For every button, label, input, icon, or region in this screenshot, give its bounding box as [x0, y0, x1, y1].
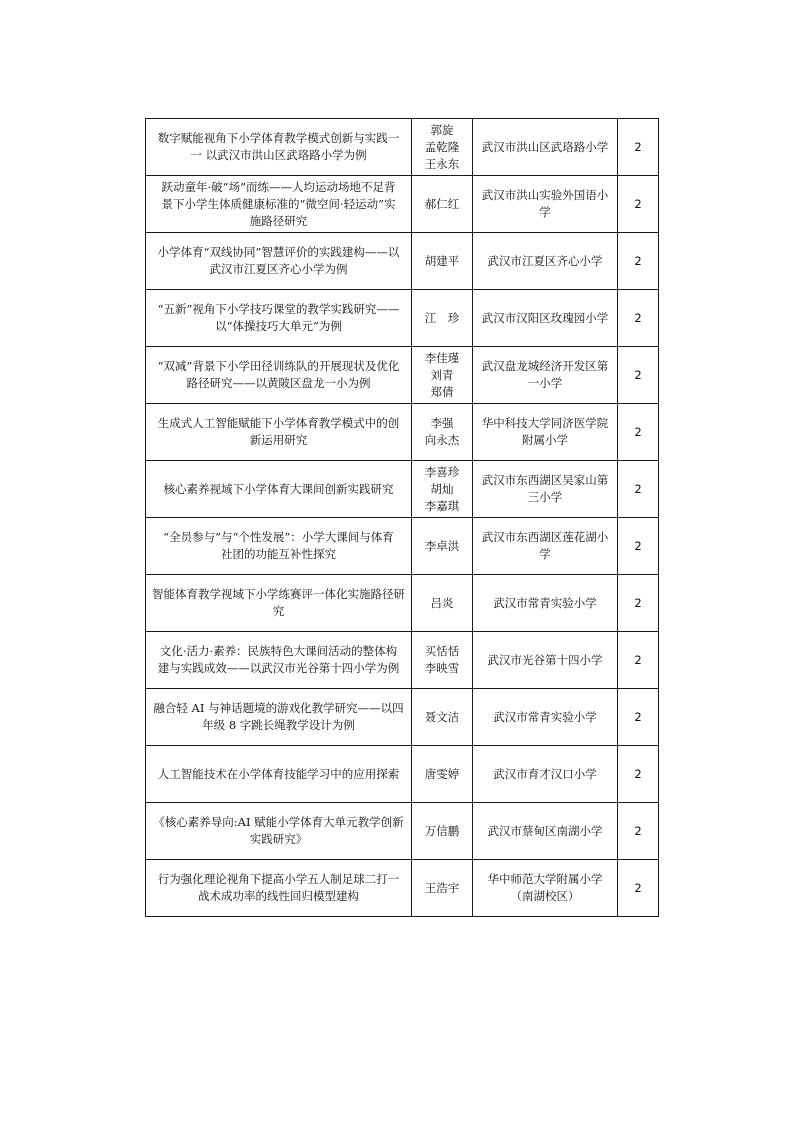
author-line: 郝仁红	[424, 196, 460, 211]
school-cell	[473, 233, 618, 290]
school-line: 武汉市常青实验小学	[493, 709, 597, 724]
author-cell	[412, 689, 473, 746]
school-line: 武汉市洪山实验外国语小	[481, 188, 609, 202]
table-row	[146, 119, 659, 176]
author-line: 李喜珍	[424, 464, 460, 479]
author-line: 聂文洁	[424, 709, 460, 724]
paper-title-line: 以“体操技巧大单元”为例	[215, 319, 342, 333]
table-row	[146, 860, 659, 917]
school-cell	[473, 290, 618, 347]
paper-title-line: “双减”背景下小学田径训练队的开展现状及优化	[157, 359, 400, 373]
table-row	[146, 290, 659, 347]
author-line: 万信鹏	[424, 823, 460, 838]
paper-title-line: 人工智能技术在小学体育技能学习中的应用探索	[157, 766, 400, 781]
author-line: 向永杰	[424, 433, 460, 447]
author-cell	[412, 518, 473, 575]
author-line: 孟乾隆	[424, 139, 460, 154]
paper-title-line: 一 以武汉市洪山区武珞路小学为例	[190, 148, 367, 162]
table-row	[146, 461, 659, 518]
paper-title-cell	[146, 860, 412, 917]
table-row	[146, 575, 659, 632]
author-line: 吕炎	[430, 595, 454, 610]
author-cell	[412, 632, 473, 689]
school-line: 一小学	[527, 376, 563, 390]
author-line: 郭旋	[430, 122, 454, 137]
author-line: 买恬恬	[424, 644, 460, 658]
school-cell	[473, 119, 618, 176]
paper-title-cell	[146, 575, 412, 632]
table-row	[146, 176, 659, 233]
count-cell: 2	[618, 347, 659, 404]
count-cell: 2	[618, 689, 659, 746]
awards-table-body	[146, 119, 659, 917]
author-line: 郑倩	[430, 384, 454, 399]
author-line: 王永东	[424, 156, 460, 171]
school-line: 华中科技大学同济医学院	[481, 416, 609, 430]
author-cell	[412, 233, 473, 290]
school-line: 武汉市汉阳区玫瑰园小学	[481, 310, 609, 325]
paper-title-cell	[146, 404, 412, 461]
school-cell	[473, 860, 618, 917]
paper-title-line: 融合轻 AI 与神话题境的游戏化教学研究——以四	[153, 701, 404, 715]
author-line: 江 珍	[424, 310, 460, 325]
count-cell: 2	[618, 860, 659, 917]
paper-title-cell	[146, 233, 412, 290]
author-line: 王浩宇	[424, 880, 460, 895]
author-cell	[412, 746, 473, 803]
paper-title-cell	[146, 803, 412, 860]
school-cell	[473, 176, 618, 233]
paper-title-cell	[146, 746, 412, 803]
paper-title-cell	[146, 347, 412, 404]
count-cell: 2	[618, 119, 659, 176]
school-cell	[473, 575, 618, 632]
school-line: 武汉市光谷第十四小学	[487, 652, 603, 667]
table-row	[146, 632, 659, 689]
school-line: 武汉市洪山区武珞路小学	[481, 139, 609, 154]
school-line: 武汉市常青实验小学	[493, 595, 597, 610]
paper-title-line: 生成式人工智能赋能下小学体育教学模式中的创	[157, 416, 400, 430]
paper-title-line: “五新”视角下小学技巧课堂的教学实践研究——	[157, 302, 400, 316]
school-cell	[473, 803, 618, 860]
paper-title-line: 社团的功能互补性探究	[221, 547, 336, 561]
author-line: 李嘉琪	[424, 498, 460, 513]
paper-title-cell	[146, 689, 412, 746]
table-row	[146, 404, 659, 461]
count-cell: 2	[618, 518, 659, 575]
paper-title-line: 行为强化理论视角下提高小学五人制足球二打一	[157, 872, 400, 886]
paper-title-line: 跃动童年·破“场”而练——人均运动场地不足背	[161, 179, 396, 194]
author-cell	[412, 176, 473, 233]
school-line: 武汉盘龙城经济开发区第	[481, 359, 609, 373]
school-line: 三小学	[527, 490, 563, 504]
paper-title-line: 小学体育“双线协同”智慧评价的实践建构——以	[157, 245, 400, 259]
paper-title-line: 实践研究》	[249, 832, 308, 846]
paper-title-cell	[146, 461, 412, 518]
paper-title-cell	[146, 290, 412, 347]
school-cell	[473, 689, 618, 746]
paper-title-line: 施路径研究	[249, 213, 308, 228]
paper-title-line: 文化·活力·素养：民族特色大课间活动的整体构	[159, 644, 398, 658]
school-line: 学	[539, 205, 551, 219]
author-line: 李卓洪	[424, 538, 460, 553]
paper-title-line: 路径研究——以黄陂区盘龙一小为例	[186, 376, 371, 390]
table-row	[146, 347, 659, 404]
count-cell: 2	[618, 803, 659, 860]
paper-title-line: 智能体育教学视域下小学练赛评一体化实施路径研	[152, 587, 405, 601]
author-cell	[412, 290, 473, 347]
school-cell	[473, 347, 618, 404]
table-row	[146, 518, 659, 575]
count-cell: 2	[618, 746, 659, 803]
school-line: 华中师范大学附属小学	[487, 872, 603, 886]
author-cell	[412, 461, 473, 518]
count-cell: 2	[618, 575, 659, 632]
school-line: 武汉市蔡甸区南湖小学	[487, 823, 603, 838]
paper-title-cell	[146, 176, 412, 233]
paper-title-line: 建与实践成效——以武汉市光谷第十四小学为例	[157, 661, 400, 675]
paper-title-line: 数字赋能视角下小学体育教学模式创新与实践一	[157, 131, 400, 145]
table-row	[146, 233, 659, 290]
paper-title-line: 景下小学生体质健康标准的“微空间·轻运动”实	[161, 196, 396, 211]
author-cell	[412, 347, 473, 404]
school-cell	[473, 632, 618, 689]
school-cell	[473, 461, 618, 518]
school-line: 武汉市育才汉口小学	[493, 766, 597, 781]
author-cell	[412, 404, 473, 461]
paper-title-cell	[146, 518, 412, 575]
author-line: 胡建平	[424, 253, 460, 268]
paper-title-line: 新运用研究	[249, 433, 308, 447]
school-line: 附属小学	[522, 433, 568, 447]
author-cell	[412, 575, 473, 632]
author-line: 李强	[430, 416, 454, 430]
school-line: 武汉市江夏区齐心小学	[487, 253, 603, 268]
table-row	[146, 746, 659, 803]
author-line: 李映雪	[424, 661, 460, 675]
paper-title-line: 武汉市江夏区齐心小学为例	[209, 262, 348, 276]
school-cell	[473, 518, 618, 575]
count-cell: 2	[618, 632, 659, 689]
count-cell: 2	[618, 461, 659, 518]
count-cell: 2	[618, 290, 659, 347]
count-cell: 2	[618, 176, 659, 233]
school-line: 武汉市东西湖区吴家山第	[481, 473, 609, 487]
school-line: 武汉市东西湖区莲花湖小	[481, 530, 609, 544]
author-line: 刘青	[430, 367, 454, 382]
count-cell: 2	[618, 404, 659, 461]
paper-title-line: 战术成功率的线性回归模型建构	[198, 889, 359, 903]
paper-title-line: 核心素养视域下小学体育大课间创新实践研究	[163, 481, 394, 496]
paper-title-line: 《核心素养导向:AI 赋能小学体育大单元教学创新	[153, 815, 404, 829]
paper-title-line: “全员参与”与“个性发展”：小学大课间与体育	[163, 530, 394, 544]
school-line: 学	[539, 547, 551, 561]
author-cell	[412, 119, 473, 176]
paper-title-cell	[146, 632, 412, 689]
school-line: （南湖校区）	[510, 889, 580, 903]
school-cell	[473, 404, 618, 461]
paper-title-line: 究	[272, 604, 285, 618]
paper-title-cell	[146, 119, 412, 176]
author-line: 李佳瑾	[424, 350, 460, 365]
paper-title-line: 年级 8 字跳长绳教学设计为例	[202, 718, 355, 732]
author-line: 唐雯婷	[424, 766, 460, 781]
table-row	[146, 803, 659, 860]
count-cell: 2	[618, 233, 659, 290]
author-cell	[412, 803, 473, 860]
awards-table	[145, 118, 659, 917]
author-line: 胡灿	[430, 481, 454, 496]
table-row	[146, 689, 659, 746]
school-cell	[473, 746, 618, 803]
author-cell	[412, 860, 473, 917]
